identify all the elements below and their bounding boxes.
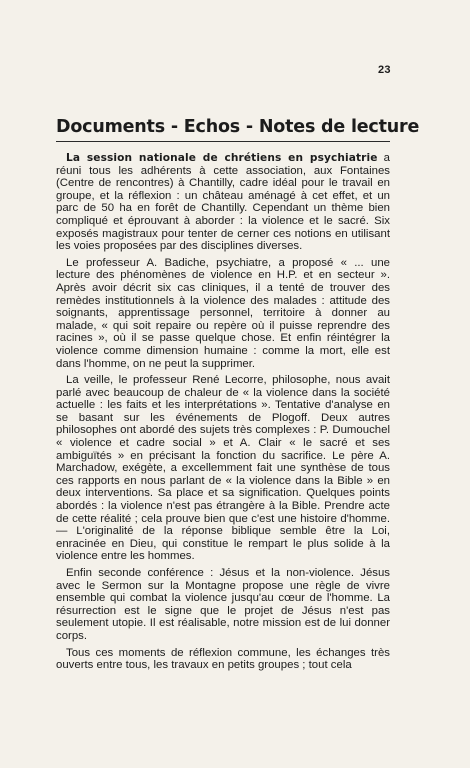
heading-rule: [56, 141, 390, 142]
section-heading: Documents - Echos - Notes de lecture: [56, 117, 420, 137]
lead-title: La session nationale de chrétiens en psychiatrie: [66, 152, 378, 164]
paragraph-3: La veille, le professeur René Lecorre, philosophe, nous avait parlé avec beaucoup de chaleur de « la violence dans la société actuelle : les faits et les interprétations ». Tentative d'analyse en se basant sur les événements de Plogoff. Deux autres philosophes ont abordé des sujets très complexes : P. Dumouchel « violence et cadre social » et A. Clair « le sacré et ses ambiguïtés » en précisant la fonction du sacrifice. Le père A. Marchadow, exégète, a excellemment fait une synthèse de tous ces rapports en nous parlant de « la violence dans la Bible » en deux interventions. Sa place et sa signification. Quelques points abordés : la violence n'est pas étrangère à la Bible. Prendre acte de cette réalité ; cela prouve bien que c'est une histoire d'homme. — L'originalité de la réponse biblique semble être la Loi, enracinée en Dieu, qui constitue le rempart le plus solide à la violence entre les hommes.: [56, 374, 390, 563]
paragraph-5: Tous ces moments de réflexion commune, les échanges très ouverts entre tous, les travaux en petits groupes ; tout cela: [56, 646, 390, 672]
paragraph-2: Le professeur A. Badiche, psychiatre, a proposé « ... une lecture des phénomènes de violence en H.P. et en secteur ». Après avoir décrit six cas cliniques, il a tenté de trouver des remèdes institutionnels à la violence des malades : attitude des soignants, apprentissage personnel, territoire à donner au malade, « qui soit repaire ou repère où il puisse reprendre des racines », où il se passe quelque chose. Et enfin réintégrer la violence comme dimension humaine : comme la mort, elle est dans l'homme, on ne peut la supprimer.: [56, 256, 390, 370]
paragraph-1-text: a réuni tous les adhérents à cette association, aux Fontaines (Centre de rencontres) à Chantilly, cadre idéal pour le travail en groupe, et la réflexion : un château aménagé à cet effet, et un parc de 50 ha en forêt de Chantilly. Cependant un thème bien compliqué et éprouvant à aborder : la violence et le sacré. Six exposés magistraux pour tenter de cerner ces notions en utilisant les voies proposées par des disciplines diverses.: [56, 152, 390, 253]
article-body: [56, 152, 390, 676]
page-number: 23: [378, 64, 391, 76]
paragraph-1: [56, 152, 390, 253]
paragraph-4: Enfin seconde conférence : Jésus et la non-violence. Jésus avec le Sermon sur la Montagne propose une règle de vivre ensemble qui combat la violence jusqu'au cœur de l'homme. La résurrection est le signe que le projet de Jésus n'est pas seulement utopie. Il est réalisable, notre mission est de lui donner corps.: [56, 567, 390, 642]
